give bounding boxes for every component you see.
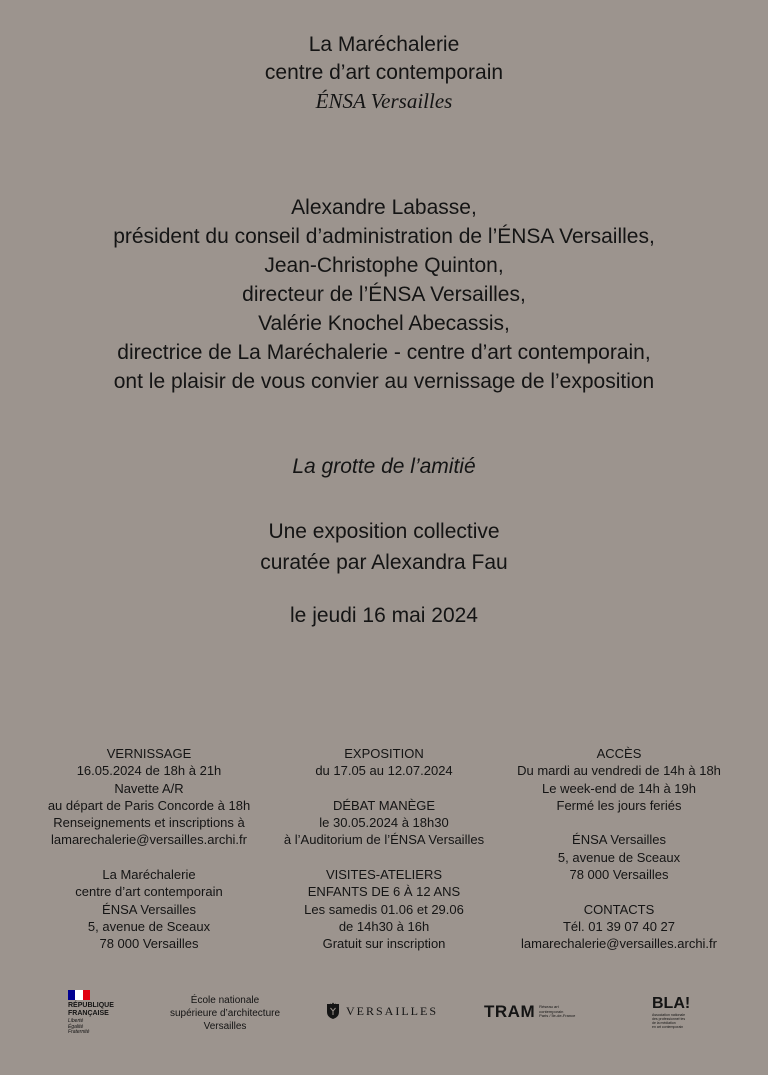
school-name: ÉNSA Versailles — [315, 89, 453, 113]
info-line: 16.05.2024 de 18h à 21h — [76, 763, 222, 779]
info-line: 78 000 Versailles — [99, 936, 199, 952]
info-line: Le week-end de 14h à 19h — [542, 780, 696, 796]
venue-type: centre d’art contemporain — [264, 61, 504, 84]
logo-subtext-line: Réseau art — [539, 1004, 559, 1010]
bla-logo — [652, 996, 716, 1029]
logo-subtext-line: Paris / Île-de-France — [539, 1013, 576, 1019]
section-heading: DÉBAT MANÈGE — [332, 797, 436, 813]
section-heading: VERNISSAGE — [106, 746, 192, 761]
info-line: au départ de Paris Concorde à 18h — [47, 797, 251, 813]
info-line: ÉNSA Versailles — [572, 832, 666, 848]
invitation-line: directeur de l’ÉNSA Versailles, — [242, 283, 526, 306]
logo-subtext-line: de la médiation — [652, 1021, 676, 1025]
info-line: centre d’art contemporain — [75, 884, 223, 900]
header — [0, 31, 768, 115]
email-link[interactable]: lamarechalerie@versailles.archi.fr — [521, 936, 717, 952]
section-heading: VISITES-ATELIERS — [325, 867, 443, 883]
motto-line: Égalité — [68, 1023, 84, 1030]
partner-logos — [0, 988, 768, 1038]
crest-icon — [326, 1002, 340, 1020]
subtitle-line: Une exposition collective — [268, 520, 500, 543]
logo-motto — [68, 1019, 128, 1036]
venue-name: La Maréchalerie — [308, 33, 460, 56]
invitation-line: président du conseil d’administration de l’ÉNSA Versailles, — [113, 225, 655, 248]
logo-text: TRAM — [484, 1002, 536, 1021]
invitation-line: Alexandre Labasse, — [291, 196, 477, 219]
info-line: à l’Auditorium de l’ÉNSA Versailles — [283, 832, 485, 848]
info-line: Navette A/R — [114, 780, 184, 796]
ensa-logo — [160, 994, 290, 1033]
spacer — [268, 780, 500, 797]
logo-text: FRANÇAISE — [68, 1009, 109, 1017]
logo-text: École nationale — [190, 995, 260, 1006]
event-date: le jeudi 16 mai 2024 — [290, 604, 478, 627]
flag-icon — [68, 990, 90, 1000]
spacer — [492, 814, 746, 831]
info-line: La Maréchalerie — [102, 867, 196, 883]
spacer — [20, 849, 278, 866]
logo-subtext-line: Association nationale — [652, 1013, 686, 1017]
section-heading: CONTACTS — [583, 901, 655, 917]
info-line: Renseignements et inscriptions à — [53, 815, 245, 831]
logo-subtext — [539, 1005, 587, 1019]
curator-line: curatée par Alexandra Fau — [260, 551, 508, 574]
logo-text: RÉPUBLIQUE — [68, 1002, 114, 1009]
invitation-text — [0, 193, 768, 396]
info-column-exposition — [268, 745, 500, 953]
logo-subtext-line: des professionnel·les — [652, 1017, 686, 1021]
invitation-line: Jean-Christophe Quinton, — [264, 254, 504, 277]
versailles-logo — [326, 1002, 438, 1020]
info-line: Fermé les jours feriés — [556, 797, 682, 813]
motto-line: Liberté — [68, 1018, 84, 1024]
info-line: le 30.05.2024 à 18h30 — [319, 815, 449, 831]
section-heading: ACCÈS — [596, 746, 642, 761]
section-heading: ENFANTS DE 6 À 12 ANS — [307, 884, 461, 900]
info-line: ÉNSA Versailles — [102, 901, 196, 917]
tram-logo — [484, 1002, 587, 1022]
info-line: Les samedis 01.06 et 29.06 — [304, 901, 464, 917]
phone-number[interactable]: Tél. 01 39 07 40 27 — [562, 918, 676, 934]
invitation-line: directrice de La Maréchalerie - centre d’art contemporain, — [117, 341, 651, 364]
exhibition-title: La grotte de l’amitié — [292, 455, 476, 478]
logo-subtext — [652, 1013, 716, 1029]
info-line: 5, avenue de Sceaux — [87, 918, 211, 934]
info-line: Gratuit sur inscription — [322, 936, 446, 952]
info-line: Du mardi au vendredi de 14h à 18h — [517, 763, 721, 779]
motto-line: Fraternité — [68, 1029, 90, 1035]
email-link[interactable]: lamarechalerie@versailles.archi.fr — [51, 832, 247, 848]
flag-stripe-white — [75, 990, 82, 1000]
exhibition-subtitle — [0, 516, 768, 578]
section-heading: EXPOSITION — [344, 746, 424, 761]
info-line: 78 000 Versailles — [569, 867, 669, 883]
logo-subtext-line: contemporain — [539, 1008, 564, 1014]
info-column-acces — [492, 745, 746, 953]
logo-text: VERSAILLES — [346, 1003, 438, 1018]
info-line: du 17.05 au 12.07.2024 — [315, 763, 453, 779]
logo-subtext-line: en art contemporain — [652, 1025, 684, 1029]
spacer — [268, 849, 500, 866]
flag-stripe-blue — [68, 990, 75, 1000]
invitation-line: ont le plaisir de vous convier au vernissage de l’exposition — [113, 370, 655, 393]
logo-text: BLA! — [652, 995, 691, 1012]
info-line: de 14h30 à 16h — [338, 918, 430, 934]
info-line: 5, avenue de Sceaux — [557, 849, 681, 865]
logo-text: Versailles — [203, 1021, 247, 1032]
invitation-line: Valérie Knochel Abecassis, — [258, 312, 510, 335]
flag-stripe-red — [83, 990, 90, 1000]
republique-francaise-logo — [68, 990, 128, 1036]
info-column-vernissage — [20, 745, 278, 953]
logo-text: supérieure d’architecture — [169, 1008, 281, 1019]
spacer — [492, 883, 746, 900]
